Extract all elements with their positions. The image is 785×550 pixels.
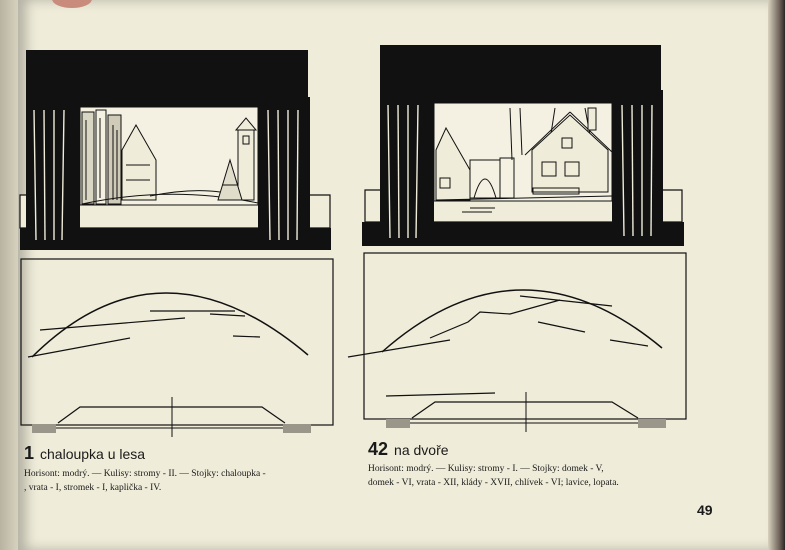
scene-name-1: chaloupka u lesa (40, 446, 146, 462)
stage-illustration-1 (20, 50, 331, 250)
scene-caption-42 (368, 439, 698, 490)
scene-number-1: 1 (24, 443, 35, 463)
scene-name-42: na dvoře (394, 442, 449, 458)
scene-description-1-line1: Horisont: modrý. — Kulisy: stromy - II. — Stojky: chaloupka - (24, 469, 266, 479)
scene-description-42 (368, 462, 698, 490)
scene-title-1 (24, 443, 344, 464)
scene-description-42-line1: Horisont: modrý. — Kulisy: stromy - I. — Stojky: domek - V, (368, 464, 604, 474)
scene-title-42 (368, 439, 698, 460)
scene-description-1 (24, 467, 344, 495)
scene-number-42: 42 (368, 439, 389, 459)
stage-illustration-42 (362, 45, 684, 246)
scene-description-42-line2: domek - VI, vrata - XII, klády - XVII, chlívek - VI; lavice, lopata. (368, 478, 619, 488)
stage-plan-42 (348, 253, 686, 432)
scene-description-1-line2: , vrata - I, stromek - I, kaplička - IV. (24, 483, 162, 493)
page-number: 49 (697, 502, 713, 518)
scene-caption-1 (24, 443, 344, 495)
stage-plan-1 (21, 259, 333, 437)
